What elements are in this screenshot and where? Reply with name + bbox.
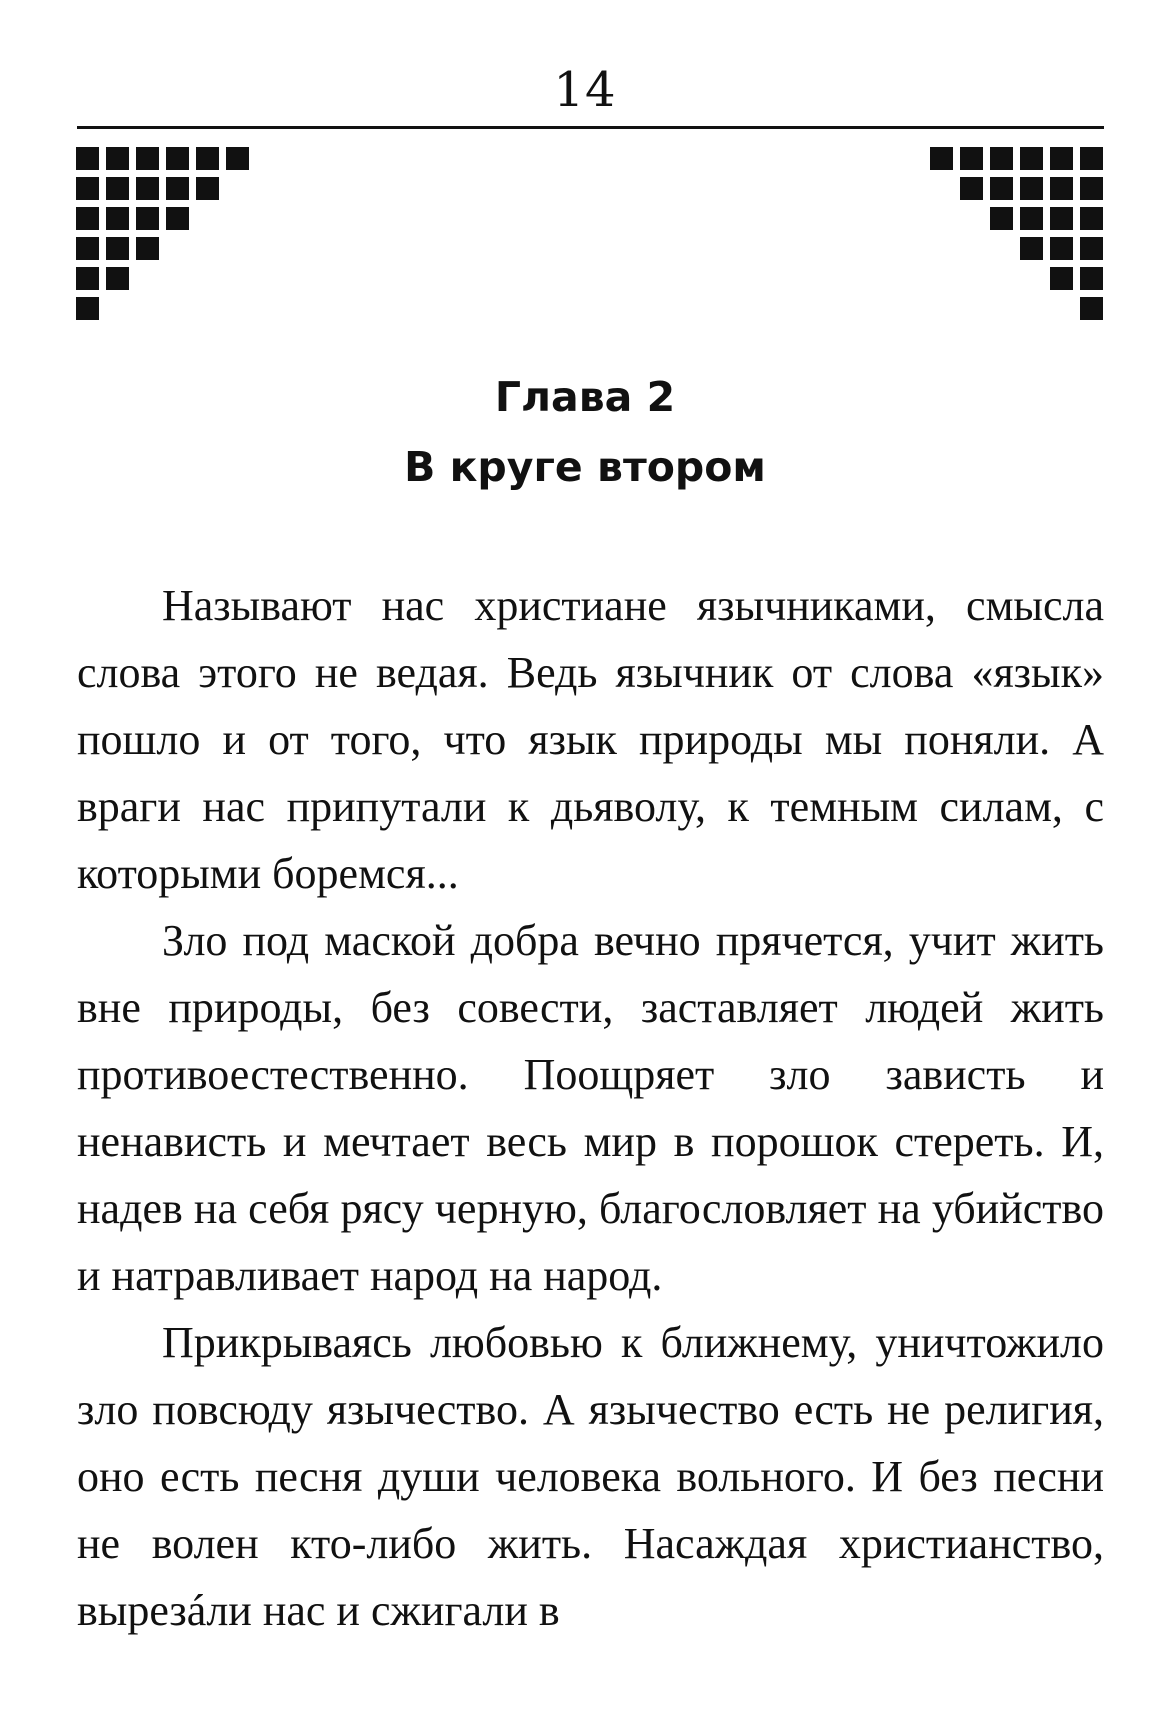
ornament-square [1050,147,1073,170]
ornament-square [136,207,159,230]
ornament-square [106,237,129,260]
paragraph: Зло под маской добра вечно прячется, учит жить вне природы, без совести, заставляет людей жить противоестественно. Поощряет зло зависть и ненависть и мечтает весь мир в порошок стереть. И, надев на себя рясу черную, благословляет на убийство и натравливает народ на народ. [77,916,1104,1300]
header-rule [77,126,1104,129]
ornament-square [106,207,129,230]
ornament-square [1080,207,1103,230]
ornament-square [76,207,99,230]
ornament-square [106,177,129,200]
page-number: 14 [553,62,617,118]
body-text [77,572,1104,1644]
ornament-square [136,147,159,170]
ornament-square [1050,267,1073,290]
ornament-square [1050,237,1073,260]
ornament-square [1020,147,1043,170]
ornament-square [990,147,1013,170]
ornament-square [106,147,129,170]
ornament-square [1020,207,1043,230]
ornament-square [226,147,249,170]
ornament-square [960,147,983,170]
ornament-square [1020,177,1043,200]
ornament-square [136,177,159,200]
chapter-title: Глава 2 [494,373,676,421]
ornament-square [76,147,99,170]
ornament-square [1080,297,1103,320]
chapter-subtitle: В круге втором [404,443,766,491]
paragraph: Прикрываясь любовью к ближнему, уничтожило зло повсюду язычество. А язычество есть не религия, оно есть песня души человека вольного. И без песни не волен кто-либо жить. Насаждая христианство, вырезáли нас и сжигали в [77,1318,1104,1635]
corner-ornament-right [930,147,1104,327]
ornament-square [76,267,99,290]
ornament-square [930,147,953,170]
ornament-square [166,147,189,170]
ornament-square [990,177,1013,200]
ornament-square [166,177,189,200]
ornament-square [1050,177,1073,200]
paragraph: Называют нас христиане язычниками, смысла слова этого не ведая. Ведь язычник от слова «язык» пошло и от того, что язык природы мы поняли. А враги нас припутали к дьяволу, к темным силам, с которыми боремся... [77,581,1104,898]
ornament-square [76,177,99,200]
ornament-square [76,297,99,320]
ornament-square [1050,207,1073,230]
ornament-square [196,177,219,200]
ornament-square [1080,147,1103,170]
ornament-square [1080,237,1103,260]
ornament-square [1080,177,1103,200]
ornament-square [1080,267,1103,290]
ornament-square [166,207,189,230]
ornament-square [990,207,1013,230]
ornament-square [1020,237,1043,260]
ornament-square [136,237,159,260]
ornament-square [76,237,99,260]
corner-ornament-left [76,147,250,327]
ornament-square [960,177,983,200]
ornament-square [106,267,129,290]
ornament-square [196,147,219,170]
